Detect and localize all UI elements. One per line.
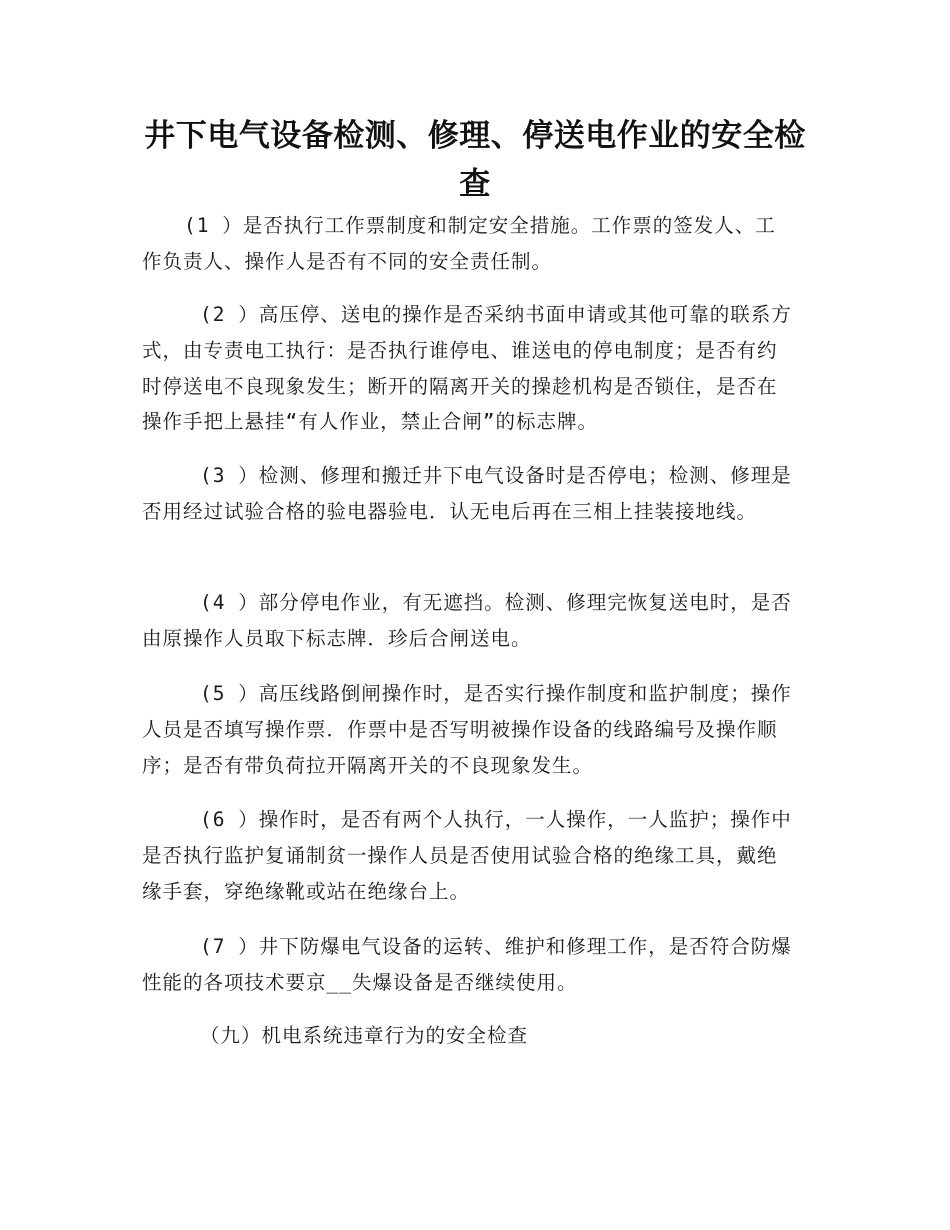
paragraph-2: (2 ）高压停、送电的操作是否采纳书面申请或其他可靠的联系方式，由专责电工执行：是否执行谁停电、谁送电的停电制度；是否有约时停送电不良现象发生；断开的隔离开关的操趁机构是否锁住，是否在操作手把上悬挂“有人作业，禁止合闸”的标志牌。 bbox=[142, 303, 792, 434]
paragraph-1: (1 ）是否执行工作票制度和制定安全措施。工作票的签发人、工作负责人、操作人是否有不同的安全责任制。 bbox=[142, 214, 776, 273]
paragraph-7: (7 ）井下防爆电气设备的运转、维护和修理工作，是否符合防爆性能的各项技术要京__失爆设备是否继续使用。 bbox=[142, 935, 792, 994]
document-title: 井下电气设备检测、修理、停送电作业的安全检查 bbox=[144, 118, 806, 202]
paragraph-5: (5 ）高压线路倒闸操作时，是否实行操作制度和监护制度；操作人员是否填写操作票．作票中是否写明被操作设备的线路编号及操作顺序；是否有带负荷拉开隔离开关的不良现象发生。 bbox=[142, 682, 792, 777]
section-heading: （九）机电系统违章行为的安全检查 bbox=[200, 1024, 529, 1047]
paragraph-6: (6 ）操作时，是否有两个人执行，一人操作，一人监护；操作中是否执行监护复诵制贫一操作人员是否使用试验合格的绝缘工具，戴绝缘手套，穿绝缘靴或站在绝缘台上。 bbox=[142, 808, 792, 903]
paragraph-4: (4 ）部分停电作业，有无遮挡。检测、修理完恢复送电时，是否由原操作人员取下标志牌．珍后合闸送电。 bbox=[142, 591, 792, 650]
paragraph-3: (3 ）检测、修理和搬迁井下电气设备时是否停电；检测、修理是否用经过试验合格的验电器验电．认无电后再在三相上挂装接地线。 bbox=[142, 464, 792, 523]
